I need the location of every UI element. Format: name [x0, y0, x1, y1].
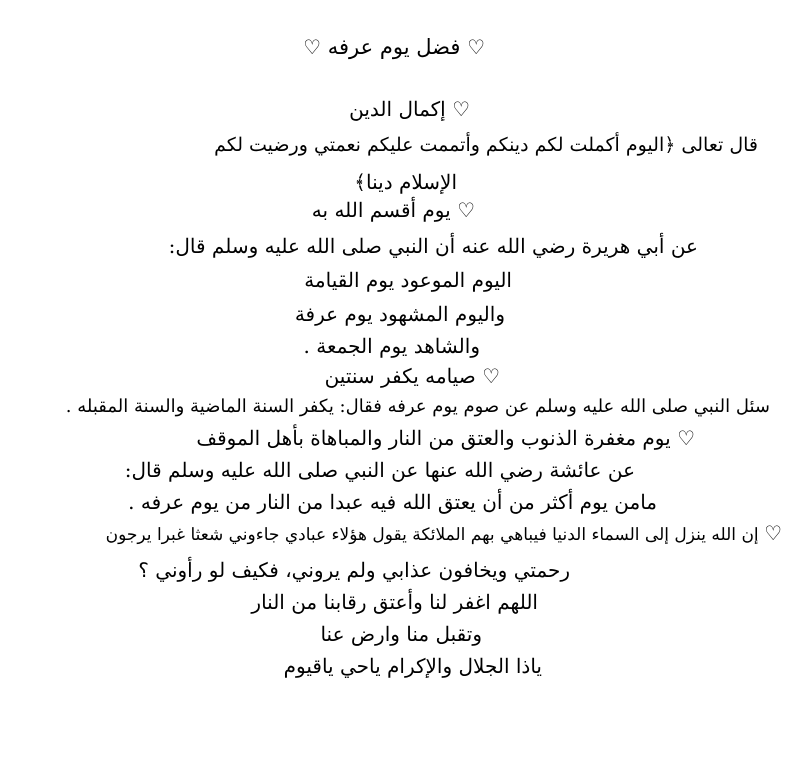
- title-text: فضل يوم عرفه: [327, 35, 461, 59]
- heading-text: صيامه يكفر سنتين: [324, 364, 476, 388]
- section-heading-oath-day: [312, 200, 475, 220]
- dua-line: وتقبل منا وارض عنا: [320, 622, 482, 646]
- heart-icon: ♡: [457, 198, 475, 222]
- hadith-line: اليوم الموعود يوم القيامة: [304, 268, 512, 292]
- quran-verse-line: قال تعالى ﴿اليوم أكملت لكم دينكم وأتممت عليكم نعمتي ورضيت لكم: [214, 134, 758, 156]
- heading-text: إكمال الدين: [349, 97, 446, 121]
- hadith-line: مامن يوم أكثر من أن يعتق الله فيه عبدا من النار من يوم عرفه .: [128, 490, 657, 514]
- heart-icon: ♡: [677, 426, 695, 450]
- heading-text: يوم أقسم الله به: [311, 198, 451, 222]
- dua-line: اللهم اغفر لنا وأعتق رقابنا من النار: [251, 590, 538, 614]
- heart-icon: ♡: [303, 35, 322, 59]
- heading-text: يوم مغفرة الذنوب والعتق من النار والمباهاة بأهل الموقف: [196, 426, 671, 450]
- dua-line: ياذا الجلال والإكرام ياحي ياقيوم: [283, 654, 542, 678]
- heart-icon: ♡: [452, 97, 470, 121]
- section-heading-perfection: [349, 99, 470, 119]
- hadith-line: واليوم المشهود يوم عرفة: [294, 302, 505, 326]
- hadith-line: عن أبي هريرة رضي الله عنه أن النبي صلى الله عليه وسلم قال:: [168, 234, 698, 258]
- heart-icon: ♡: [467, 35, 485, 59]
- section-heading-fasting: [325, 366, 500, 386]
- heart-icon: ♡: [764, 521, 782, 545]
- hadith-line: سئل النبي صلى الله عليه وسلم عن صوم يوم عرفه فقال: يكفر السنة الماضية والسنة المقبله .: [65, 396, 770, 417]
- hadith-line: عن عائشة رضي الله عنها عن النبي صلى الله عليه وسلم قال:: [124, 458, 635, 482]
- section-heading-forgiveness: [196, 428, 695, 448]
- heart-icon: ♡: [482, 364, 500, 388]
- quran-verse-line: الإسلام دينا﴾: [354, 170, 457, 194]
- hadith-line: رحمتي ويخافون عذابي ولم يروني، فكيف لو رأوني ؟: [138, 558, 570, 582]
- hadith-line: والشاهد يوم الجمعة .: [303, 334, 480, 358]
- page-title: [303, 37, 485, 58]
- hadith-line: ♡ إن الله ينزل إلى السماء الدنيا فيباهي بهم الملائكة يقول هؤلاء عبادي جاءوني شعثا غبرا يرجون: [105, 521, 782, 545]
